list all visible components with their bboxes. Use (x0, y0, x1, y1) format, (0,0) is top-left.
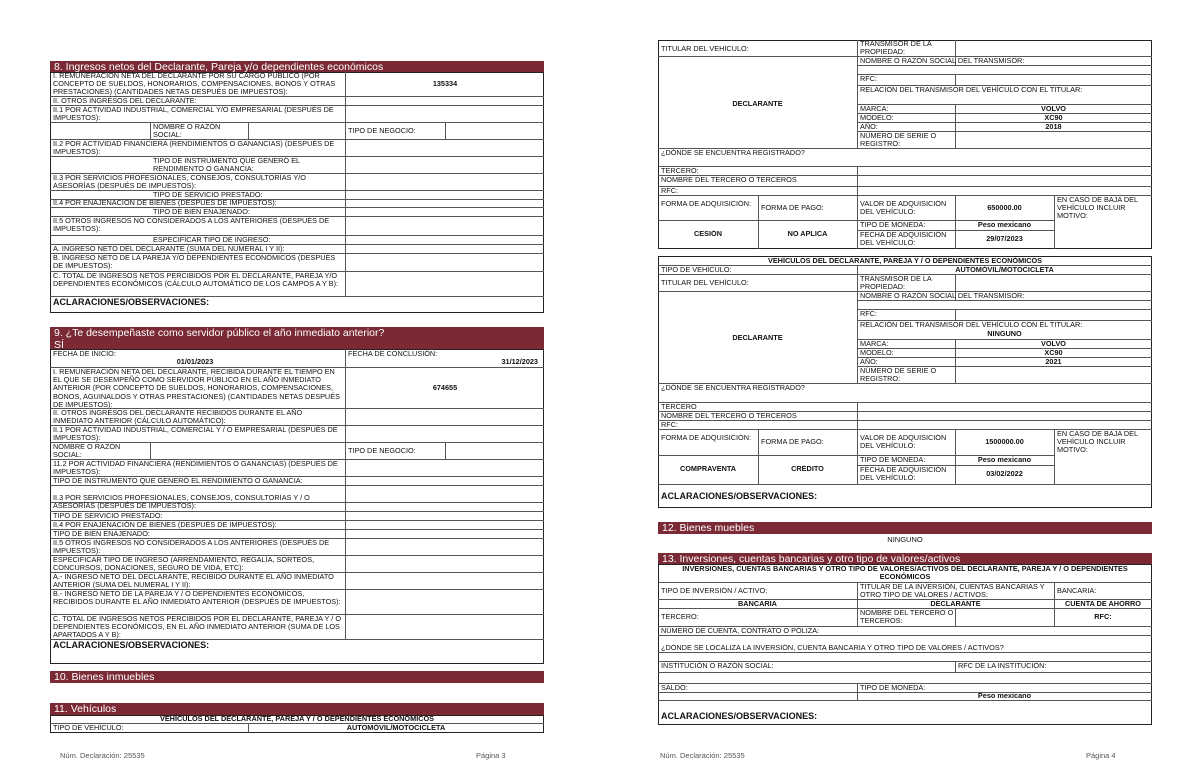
s9-ingreso-neto-pareja-label: B.- INGRESO NETO DE LA PAREJA Y / O DEPENDIENTES ECONÓMICOS, RECIBIDOS DURANTE EL AÑO INMEDIATO ANTERIOR (DESPUÉS DE IMPUESTOS): (53, 590, 341, 607)
v1-fecha-label: FECHA DE ADQUISICIÓN DEL VEHÍCULO: (860, 231, 947, 248)
s13-moneda-label: TIPO DE MONEDA: (860, 684, 926, 692)
s8-total-ingresos-label: C. TOTAL DE INGRESOS NETOS PERCIBIDOS POR EL DECLARANTE, PAREJA Y/O DEPENDIENTES ECONÓMICOS (CÁLCULO AUTOMÁTICO DE LOS CAMPOS A Y B): (53, 272, 339, 289)
v2-nombre-transmisor-label: NOMBRE O RAZÓN SOCIAL DEL TRANSMISOR: (860, 292, 1025, 300)
s13-moneda-value: Peso mexicano (977, 692, 1032, 700)
s8-actividad-financiera-label: II.2 POR ACTIVIDAD FINANCIERA (RENDIMIENTOS O GANANCIAS) (DESPUÉS DE IMPUESTOS): (53, 140, 335, 157)
footer-declaration-number: Núm. Declaración: 25535 (660, 751, 745, 760)
s13-cuenta-ahorro-value: CUENTA DE AHORRO (1065, 600, 1141, 608)
v1-marca-value: VOLVO (1040, 105, 1066, 113)
s13-titular-label: TITULAR DE LA INVERSIÓN, CUENTAS BANCARIAS Y OTRO TIPO DE VALORES / ACTIVOS: (860, 583, 1045, 600)
v1-fecha-value: 29/07/2023 (986, 235, 1023, 243)
v2-baja-label: EN CASO DE BAJA DEL VEHÍCULO INCLUIR MOTIVO: (1057, 430, 1138, 455)
v2-titular-label: TITULAR DEL VEHÍCULO: (661, 279, 749, 287)
v1-forma-pago-value: NO APLICA (787, 230, 828, 238)
s13-observaciones-label: ACLARACIONES/OBSERVACIONES: (661, 711, 818, 721)
v2-forma-adquisicion-value: COMPRAVENTA (679, 465, 737, 473)
s13-institucion-label: INSTITUCIÓN O RAZÓN SOCIAL: (661, 662, 774, 670)
v1-tercero-label: TERCERO: (661, 167, 699, 175)
v1-donde-label: ¿DÓNDE SE ENCUENTRA REGISTRADO? (661, 149, 805, 157)
v1-forma-pago-label: FORMA DE PAGO: (761, 204, 824, 212)
s8-tipo-instrumento-label: TIPO DE INSTRUMENTO QUE GENERÓ EL RENDIMIENTO O GANANCIA: (153, 157, 300, 174)
page-4 (600, 0, 1200, 781)
s13-header-label: INVERSIONES, CUENTAS BANCARIAS Y OTRO TIPO DE VALORES/ACTIVOS DEL DECLARANTE, PAREJA Y / O DEPENDIENTES ECONÓMICOS (682, 564, 1128, 582)
s13-rfc-label: RFC: (1094, 613, 1112, 621)
s9-otros-ingresos-label: II. OTROS INGRESOS DEL DECLARANTE RECIBIDOS DURANTE EL AÑO INMEDIATO ANTERIOR (CÁLCULO AUTOMÁTICO): (53, 409, 303, 426)
section-12-header: 12. Bienes muebles (658, 522, 1152, 534)
s13-tipo-inversion-label: TIPO DE INVERSIÓN / ACTIVO: (661, 587, 768, 595)
s13-titular-value: DECLARANTE (930, 600, 981, 608)
v1-anio-label: AÑO: (860, 123, 878, 131)
v2-header-label: VEHÍCULOS DEL DECLARANTE, PAREJA Y / O DEPENDIENTES ECONÓMICOS (767, 256, 1043, 265)
v2-relacion-label: RELACIÓN DEL TRANSMISOR DEL VEHÍCULO CON EL TITULAR: (860, 321, 1083, 329)
s13-donde-label: ¿DÓNDE SE LOCALIZA LA INVERSIÓN, CUENTA BANCARIA Y OTRO TIPO DE VALORES / ACTIVOS? (661, 644, 1004, 652)
v1-forma-adquisicion-label: FORMA DE ADQUISICIÓN: (661, 200, 752, 208)
v2-rfc-label: RFC: (860, 310, 878, 318)
v2-observaciones-label: ACLARACIONES/OBSERVACIONES: (661, 491, 818, 501)
section-9-header (50, 327, 544, 349)
s13-rfc-institucion-label: RFC DE LA INSTITUCIÓN: (958, 662, 1047, 670)
v2-forma-pago-label: FORMA DE PAGO: (761, 438, 824, 446)
section-11-header: 11. Vehículos (50, 703, 544, 715)
v2-serie-label: NÚMERO DE SERIE O REGISTRO: (860, 367, 937, 384)
s8-tipo-bien-label: TIPO DE BIEN ENAJENADO: (153, 208, 250, 216)
v2-fecha-label: FECHA DE ADQUISICIÓN DEL VEHÍCULO: (860, 466, 947, 483)
s8-servicios-profesionales-label: II.3 POR SERVICIOS PROFESIONALES, CONSEJOS, CONSULTORÍAS Y/O ASESORÍAS (DESPUÉS DE IMPUESTOS): (53, 174, 306, 191)
s8-tipo-servicio-label: TIPO DE SERVICIO PRESTADO: (153, 191, 263, 199)
v1-titular-label: TITULAR DEL VEHÍCULO: (661, 45, 749, 53)
s8-enajenacion-label: II.4 POR ENAJENACIÓN DE BIENES (DESPUÉS DE IMPUESTOS): (53, 199, 277, 207)
v1-baja-label: EN CASO DE BAJA DEL VEHÍCULO INCLUIR MOTIVO: (1057, 196, 1138, 221)
s9-ingreso-neto-declarante-label: A.- INGRESO NETO DEL DECLARANTE, RECIBIDO DURANTE EL AÑO INMEDIATO ANTERIOR (SUMA DEL NUMERAL I Y II): (53, 573, 334, 590)
s9-actividad-industrial-label: II.1 POR ACTIVIDAD INDUSTRIAL, COMERCIAL Y / O EMPRESARIAL (DESPUÉS DE IMPUESTOS): (53, 426, 338, 443)
v1-relacion-label: RELACIÓN DEL TRANSMISOR DEL VEHÍCULO CON EL TITULAR: (860, 86, 1083, 94)
s13-cuenta-label: NÚMERO DE CUENTA, CONTRATO O PÓLIZA: (661, 627, 820, 635)
s9-enajenacion-label: II.4 POR ENAJENACIÓN DE BIENES (DESPUÉS DE IMPUESTOS): (53, 521, 277, 529)
s8-otros-ingresos-label: II. OTROS INGRESOS DEL DECLARANTE: (53, 97, 197, 105)
s9-fecha-inicio-label: FECHA DE INICIO: (53, 350, 116, 358)
s9-total-ingresos-label: C. TOTAL DE INGRESOS NETOS PERCIBIDOS POR EL DECLARANTE, PAREJA Y / O DEPENDIENTES ECONÓMICOS, EN EL AÑO INMEDIATO ANTERIOR (SUMA DE LOS APARTADOS A Y B): (53, 615, 342, 640)
footer-page-number: Página 4 (1086, 751, 1116, 760)
s9-remuneracion-label: I. REMUNERACIÓN NETA DEL DECLARANTE, RECIBIDA DURANTE EL TIEMPO EN EL QUE SE DESEMPEÑÓ COMO SERVIDOR PÚBLICO EN EL AÑO INMEDIATO ANTERIOR (POR CONCEPTO DE SUELDOS, HONORARIOS, COMPENSACIONES, BONOS, AGUINALDOS Y OTRAS PRESTACIONES) (CANTIDADES NETAS DESPUÉS DE IMPUESTOS): (53, 368, 340, 408)
v2-anio-label: AÑO: (860, 358, 878, 366)
v2-relacion-value: NINGUNO (987, 330, 1022, 338)
v2-tipo-vehiculo-label: TIPO DE VEHÍCULO: (661, 266, 732, 274)
v2-donde-label: ¿DÓNDE SE ENCUENTRA REGISTRADO? (661, 384, 805, 392)
s9-tipo-instrumento-label: TIPO DE INSTRUMENTO QUE GENERÓ EL RENDIMIENTO O GANANCIA: (53, 477, 303, 485)
v2-anio-value: 2021 (1045, 358, 1062, 366)
v2-modelo-value: XC90 (1044, 349, 1063, 357)
s8-observaciones-label: ACLARACIONES/OBSERVACIONES: (53, 297, 210, 307)
s9-title: 9. ¿Te desempeñaste como servidor público el año inmediato anterior? (54, 327, 385, 339)
v1-transmisor-label: TRANSMISOR DE LA PROPIEDAD: (860, 40, 932, 57)
s9-razon-social-label: NOMBRE O RAZÓN SOCIAL: (53, 443, 121, 460)
s8-especificar-ingreso-label: ESPECIFICAR TIPO DE INGRESO: (153, 236, 271, 244)
s9-fecha-conclusion-label: FECHA DE CONCLUSIÓN: (348, 350, 438, 358)
s9-tipo-servicio-label: TIPO DE SERVICIO PRESTADO: (53, 512, 163, 520)
s9-remuneracion-value: 674655 (432, 384, 458, 392)
s9-servicios-profesionales-label: II.3 POR SERVICIOS PROFESIONALES, CONSEJOS, CONSULTORÍAS Y / O ASESORÍAS (DESPUÉS DE IMPUESTOS): (53, 494, 310, 511)
v2-fecha-value: 03/02/2022 (986, 470, 1023, 478)
s13-bancaria-label: BANCARIA: (1057, 587, 1097, 595)
v1-rfc-label: RFC: (860, 75, 878, 83)
v1-nombre-tercero-label: NOMBRE DEL TERCERO O TERCEROS (661, 176, 797, 184)
v2-transmisor-label: TRANSMISOR DE LA PROPIEDAD: (860, 275, 932, 292)
s9-especificar-ingreso-label: ESPECIFICAR TIPO DE INGRESO (ARRENDAMIENTO, REGALÍA, SORTEOS, CONCURSOS, DONACIONES, SEGURO DE VIDA, ETC): (53, 556, 315, 573)
s9-answer: SÍ (54, 339, 64, 349)
v2-forma-pago-value: CRÉDITO (791, 465, 824, 473)
s9-observaciones-label: ACLARACIONES/OBSERVACIONES: (53, 640, 210, 650)
s8-remuneracion-label: I. REMUNERACIÓN NETA DEL DECLARANTE POR SU CARGO PÚBLICO (POR CONCEPTO DE SUELDOS, HONORARIOS, COMPENSACIONES, BONOS Y OTRAS PRESTACIONES) (CANTIDADES NETAS DESPUÉS DE IMPUESTOS): (53, 72, 336, 96)
s8-ingreso-neto-pareja-label: B. INGRESO NETO DE LA PAREJA Y/O DEPENDIENTES ECONÓMICOS (DESPUÉS DE IMPUESTOS): (53, 254, 336, 271)
s11-tipo-vehiculo-value: AUTOMÓVIL/MOTOCICLETA (346, 724, 446, 732)
s9-otros-ingresos-no-considerados-label: II.5 OTROS INGRESOS NO CONSIDERADOS A LOS ANTERIORES (DESPUÉS DE IMPUESTOS): (53, 539, 330, 556)
s11-tipo-vehiculo-label: TIPO DE VEHÍCULO: (53, 724, 124, 732)
s13-nombre-tercero-label: NOMBRE DEL TERCERO O TERCEROS: (860, 609, 954, 626)
v1-forma-adquisicion-value: CESIÓN (694, 230, 722, 238)
v1-rfc2-label: RFC: (661, 187, 679, 195)
v2-marca-label: MARCA: (860, 340, 889, 348)
v1-valor-label: VALOR DE ADQUISICIÓN DEL VEHÍCULO: (860, 200, 947, 217)
v1-moneda-value: Peso mexicano (977, 221, 1032, 229)
v2-tercero-label: TERCERO (661, 403, 697, 411)
s8-razon-social-label: NOMBRE O RAZÓN SOCIAL: (153, 123, 221, 140)
v1-nombre-transmisor-label: NOMBRE O RAZÓN SOCIAL DEL TRANSMISOR: (860, 57, 1025, 65)
s13-tercero-label: TERCERO: (661, 613, 699, 621)
v1-valor-value: 650000.00 (987, 204, 1022, 212)
v1-titular-value: DECLARANTE (732, 100, 783, 108)
v1-anio-value: 2018 (1045, 123, 1062, 131)
v2-forma-adquisicion-label: FORMA DE ADQUISICIÓN: (661, 434, 752, 442)
section-10-header: 10. Bienes inmuebles (50, 671, 544, 683)
footer-page-number: Página 3 (476, 751, 506, 760)
s8-ingreso-neto-declarante-label: A. INGRESO NETO DEL DECLARANTE (SUMA DEL NUMERAL I Y II): (53, 245, 285, 253)
footer-declaration-number: Núm. Declaración: 25535 (60, 751, 145, 760)
s8-otros-ingresos-no-considerados-label: II.5 OTROS INGRESOS NO CONSIDERADOS A LOS ANTERIORES (DESPUÉS DE IMPUESTOS): (53, 217, 330, 234)
s9-tipo-bien-label: TIPO DE BIEN ENAJENADO: (53, 530, 150, 538)
s9-tipo-negocio-label: TIPO DE NEGOCIO: (348, 447, 416, 455)
v2-nombre-tercero-label: NOMBRE DEL TERCERO O TERCEROS (661, 412, 797, 420)
s13-tipo-inversion-value: BANCARIA (738, 600, 777, 608)
v2-marca-value: VOLVO (1040, 340, 1066, 348)
s13-saldo-label: SALDO: (661, 684, 688, 692)
s8-actividad-industrial-label: II.1 POR ACTIVIDAD INDUSTRIAL, COMERCIAL Y/O EMPRESARIAL (DESPUÉS DE IMPUESTOS): (53, 106, 334, 123)
v1-serie-label: NÚMERO DE SERIE O REGISTRO: (860, 132, 937, 149)
s8-remuneracion-value: 135334 (432, 80, 458, 88)
v1-modelo-label: MODELO: (860, 114, 894, 122)
v2-valor-label: VALOR DE ADQUISICIÓN DEL VEHÍCULO: (860, 434, 947, 451)
section-13-header: 13. Inversiones, cuentas bancarias y otro tipo de valores/activos (658, 553, 1152, 564)
s12-ninguno-value: NINGUNO (887, 536, 923, 544)
section-8-header: 8. Ingresos netos del Declarante, Pareja y/o dependientes económicos (50, 61, 544, 72)
s8-tipo-negocio-label: TIPO DE NEGOCIO: (348, 127, 416, 135)
v1-moneda-label: TIPO DE MONEDA: (860, 221, 926, 229)
v2-moneda-value: Peso mexicano (977, 456, 1032, 464)
s11-header-label: VEHÍCULOS DEL DECLARANTE, PAREJA Y / O DEPENDIENTES ECONÓMICOS (159, 714, 435, 723)
v2-valor-value: 1500000.00 (985, 438, 1024, 446)
v1-modelo-value: XC90 (1044, 114, 1063, 122)
v2-modelo-label: MODELO: (860, 349, 894, 357)
v2-rfc2-label: RFC: (661, 421, 679, 429)
v2-moneda-label: TIPO DE MONEDA: (860, 456, 926, 464)
s9-fecha-conclusion-value: 31/12/2023 (501, 358, 538, 366)
s9-actividad-financiera-label: 11.2 POR ACTIVIDAD FINANCIERA (RENDIMIENTOS O GANANCIAS) (DESPUÉS DE IMPUESTOS): (53, 460, 338, 477)
s9-fecha-inicio-value: 01/01/2023 (176, 358, 214, 366)
v2-titular-value: DECLARANTE (732, 334, 783, 342)
v2-tipo-vehiculo-value: AUTOMÓVIL/MOTOCICLETA (955, 266, 1054, 274)
v1-marca-label: MARCA: (860, 105, 889, 113)
